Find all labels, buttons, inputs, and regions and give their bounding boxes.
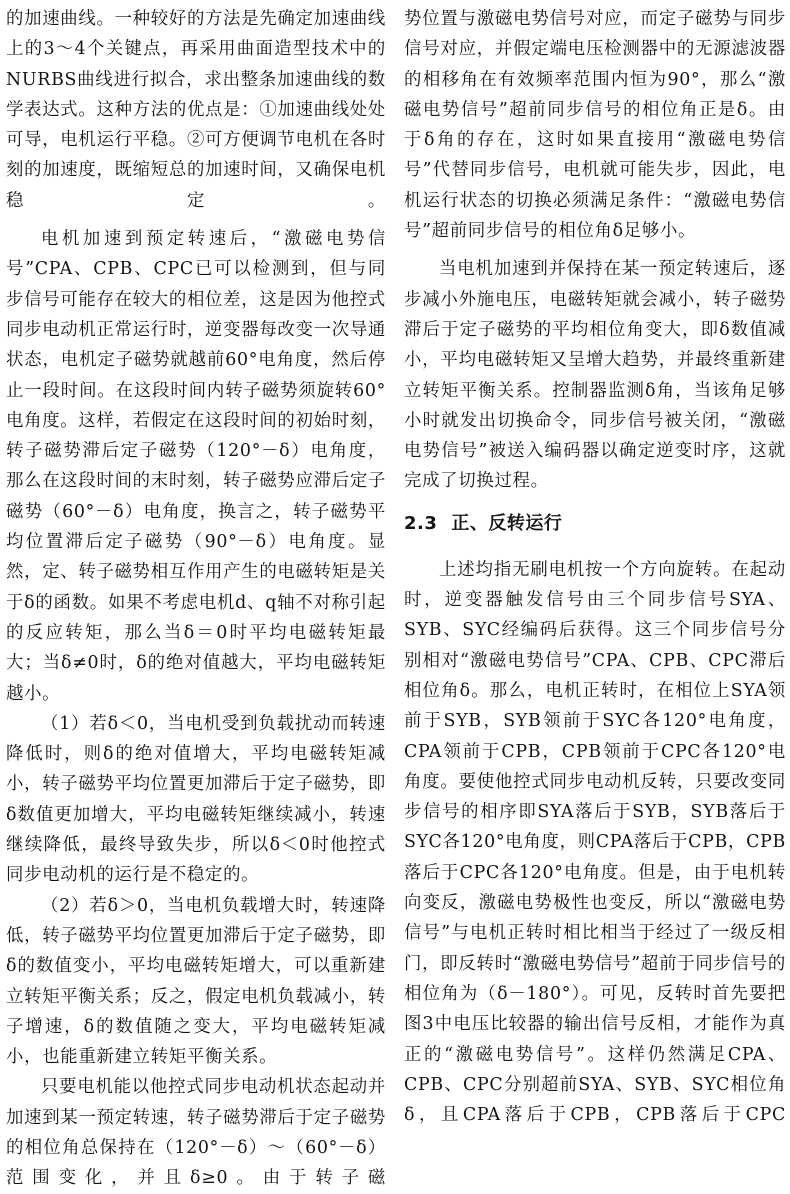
left-paragraph-4: （2）若δ＞0，当电机负载增大时，转速降低，转子磁势平均位置更加滞后于定子磁势，即δ的数值变小，平均电磁转矩增大，可以重新建立转矩平衡关系；反之，假定电机负载减小，转子增速，δ的数值随之变大，平均电磁转矩减小，也能重新建立转矩平衡关系。 xyxy=(6,895,386,1068)
left-paragraph-1: 的加速曲线。一种较好的方法是先确定加速曲线上的3～4个关键点，再采用曲面造型技术中的NURBS曲线进行拟合，求出整条加速曲线的数学表达式。这种方法的优点是：①加速曲线处处可导，电机运行平稳。②可方便调节电机在各时刻的加速度，既缩短总的加速时间，又确保电机稳定。 xyxy=(6,9,386,211)
left-paragraph-5: 只要电机能以他控式同步电动机状态起动并加速到某一预定转速，转子磁势滞后于定子磁势的相位角总保持在（120°－δ）～（60°－δ）范围变化，并且δ≥0。由于转子磁 xyxy=(6,1077,386,1189)
left-paragraph-3: （1）若δ＜0，当电机受到负载扰动而转速降低时，则δ的绝对值增大，平均电磁转矩减小，转子磁势平均位置更加滞后于定子磁势，即δ数值更加增大，平均电磁转矩继续减小，转速继续降低，最终导致失步，所以δ＜0时他控式同步电动机的运行是不稳定的。 xyxy=(6,713,386,886)
section-title: 正、反转运行 xyxy=(451,512,563,534)
right-column xyxy=(404,4,786,1130)
left-column xyxy=(6,4,386,1194)
section-heading xyxy=(404,509,786,539)
section-number: 2.3 xyxy=(404,512,438,534)
right-paragraph-2: 当电机加速到并保持在某一预定转速后，逐步减小外施电压，电磁转矩就会减小，转子磁势滞后于定子磁势的平均相位角变大，即δ数值减小，平均电磁转矩又呈增大趋势，并最终重新建立转矩平衡关系。控制器监测δ角，当该角足够小时就发出切换命令，同步信号被关闭，“激磁电势信号”被送入编码器以确定逆变时序，这就完成了切换过程。 xyxy=(404,259,786,492)
right-paragraph-3: 上述均指无刷电机按一个方向旋转。在起动时，逆变器触发信号由三个同步信号SYA、SYB、SYC经编码后获得。这三个同步信号分别相对“激磁电势信号”CPA、CPB、CPC滞后相位角δ。那么，电机正转时，在相位上SYA领前于SYB，SYB领前于SYC各120°电角度，CPA领前于CPB，CPB领前于CPC各120°电角度。要使他控式同步电动机反转，只要改变同步信号的相序即SYA落后于SYB，SYB落后于SYC各120°电角度，则CPA落后于CPB，CPB落后于CPC各120°电角度。但是，由于电机转向变反，激磁电势极性也变反，所以“激磁电势信号”与电机正转时相比相当于经过了一级反相门，即反转时“激磁电势信号”超前于同步信号的相位角为（δ－180°）。可见，反转时首先要把图3中电压比较器的输出信号反相，才能作为真正的“激磁电势信号”。这样仍然满足CPA、CPB、CPC分别超前SYA、SYB、SYC相位角δ，且CPA落后于CPB，CPB落后于CPC xyxy=(404,559,786,1126)
left-paragraph-2: 电机加速到预定转速后，“激磁电势信号”CPA、CPB、CPC已可以检测到，但与同步信号可能存在较大的相位差，这是因为他控式同步电动机正常运行时，逆变器每改变一次导通状态，电机定子磁势就越前60°电角度，然后停止一段时间。在这段时间内转子磁势须旋转60°电角度。这样，若假定在这段时间的初始时刻，转子磁势滞后定子磁势（120°－δ）电角度，那么在这段时间的末时刻，转子磁势应滞后定子磁势（60°－δ）电角度，换言之，转子磁势平均位置滞后定子磁势（90°－δ）电角度。显然，定、转子磁势相互作用产生的电磁转矩是关于δ的函数。如果不考虑电机d、q轴不对称引起的反应转矩，那么当δ＝0时平均电磁转矩最大；当δ≠0时，δ的绝对值越大，平均电磁转矩越小。 xyxy=(6,229,386,704)
right-paragraph-1: 势位置与激磁电势信号对应，而定子磁势与同步信号对应，并假定端电压检测器中的无源滤波器的相移角在有效频率范围内恒为90°，那么“激磁电势信号”超前同步信号的相位角正是δ。由于δ角的存在，这时如果直接用“激磁电势信号”代替同步信号，电机就可能失步，因此，电机运行状态的切换必须满足条件：“激磁电势信号”超前同步信号的相位角δ足够小。 xyxy=(404,9,786,242)
